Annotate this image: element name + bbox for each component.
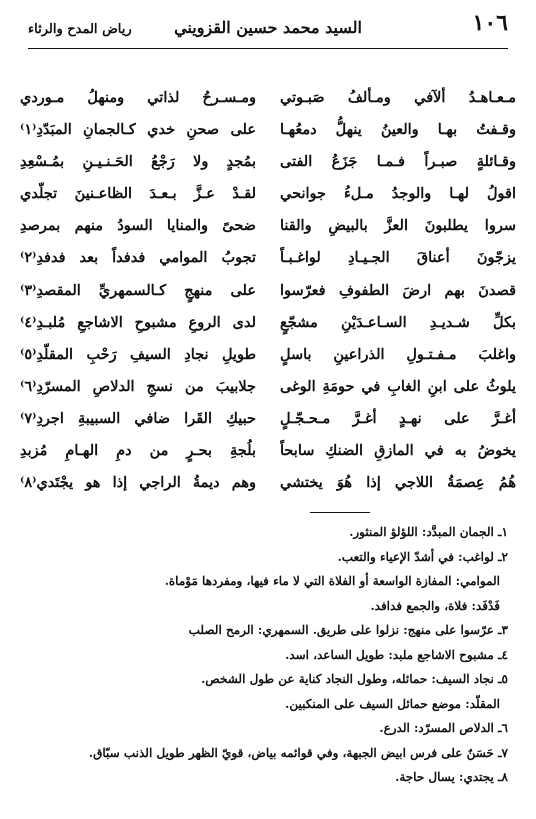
- verse: [20, 210, 516, 242]
- second-hemistich: ضحىً والمنايا السودُ منهم بمرصدِ: [20, 217, 256, 235]
- second-hemistich: لقـدْ عـزَّ بـعـدَ الظاعـنينَ تجلّدي: [20, 185, 256, 203]
- second-hemistich: تجوبُ الموامي فدفداً بعد فدفدِ⁽٢⁾: [20, 249, 256, 267]
- first-hemistich: يزجّونَ أعناقَ الجـيـادِ لواغـبـاً: [280, 249, 516, 267]
- verse: [20, 82, 516, 114]
- second-hemistich: طويلِ نجادِ السيفِ رَحْبِ المقلّدِ⁽٥⁾: [20, 345, 256, 363]
- footnote: ٥ـ نجاد السيف: حمائله، وطول النجاد كناية عن طول الشخص.: [201, 672, 508, 686]
- verse: [20, 146, 516, 178]
- page-header: [28, 12, 508, 49]
- verse: [20, 403, 516, 435]
- first-hemistich: أغـرَّ على نهـدٍ أغـرَّ مـحـجّـلٍ: [280, 409, 516, 427]
- author-name: السيد محمد حسين القزويني: [174, 18, 362, 37]
- verse: [20, 307, 516, 339]
- verse: [20, 371, 516, 403]
- first-hemistich: اقولُ لهـا والوجدُ مـلءُ جوانحي: [280, 185, 516, 203]
- footnote: ٣ـ عرّسوا على منهج: نزلوا على طريق. السمهري: الرمح الصلب: [188, 623, 508, 637]
- second-hemistich: بلُجةِ بحـرٍ من دمِ الهـامِ مُزبدِ: [20, 442, 256, 460]
- first-hemistich: وقـائلةٍ صبـراً فـمـا جَزَعُ الفتى: [280, 153, 516, 171]
- second-hemistich: بمُجدٍ ولا رَجْعُ الحَـنـيـنِ بمُـسْعِدِ: [20, 153, 256, 171]
- second-hemistich: ومـسـرحُ لذاتي ومنهلُ مـوردي: [20, 89, 256, 106]
- second-hemistich: على منهجٍ كـالسمهريِّ المقصدِ⁽٣⁾: [20, 281, 256, 299]
- footnote: الموامي: المفازة الواسعة أو الفلاة التي لا ماء فيها، ومفردها مَوْماة.: [164, 574, 500, 588]
- first-hemistich: يخوضُ به في المازقِ الضنكِ سابحاً: [280, 442, 516, 460]
- footnote: ٦ـ الدلاص المسرّد: الدرع.: [379, 721, 508, 735]
- first-hemistich: هُمُ عِصمَةُ اللاجي إذا هُوَ يختشي: [280, 474, 516, 492]
- second-hemistich: لدى الروعِ مشبوحِ الاشاجعِ مُلبـدِ⁽٤⁾: [20, 313, 256, 331]
- first-hemistich: سروا يطلبونَ العزَّ بالبيضِ والقنا: [280, 217, 516, 235]
- first-hemistich: يلوثُ على ابنِ الغابِ في حومَةِ الوغى: [280, 377, 516, 395]
- first-hemistich: واغلبَ مـفـتـولِ الذراعينِ باسلٍ: [280, 345, 516, 363]
- verse: [20, 242, 516, 274]
- footnotes: [28, 520, 508, 810]
- second-hemistich: حبيكِ القَرا ضافي السبيبةِ اجردِ⁽٧⁾: [20, 409, 256, 427]
- footnote-separator: [310, 512, 370, 513]
- footnote: ٤ـ مشبوح الاشاجع ملبد: طويل الساعد، اسد.: [285, 647, 508, 662]
- footnote: ٢ـ لواغب: في أشدّ الإعياء والتعب.: [337, 549, 508, 564]
- footnote: فَدْفَد: فلاة، والجمع فدافد.: [370, 598, 500, 613]
- first-hemistich: وقـفتُ بهـا والعينُ ينهلُّ دمعُهـا: [280, 121, 516, 139]
- footnote: المقلّد: موضع حمائل السيف على المنكبين.: [285, 696, 500, 711]
- poem: [20, 82, 516, 502]
- first-hemistich: مـعـاهـدُ ألآفي ومـألفُ صَبـوتي: [280, 89, 516, 106]
- footnote: ٧ـ حَسَنٌ على فرس ابيض الجبهة، وفي قوائمه بياض، قويّ الظهر طويل الذنب سبّاق.: [88, 745, 508, 760]
- first-hemistich: بكلِّ شـديـدِ السـاعـدَيْنِ مشجّعٍ: [280, 313, 516, 331]
- page-number: ١٠٦: [472, 10, 508, 36]
- footnote: ٨ـ يجتدي: يسال حاجة.: [395, 770, 508, 784]
- verse: [20, 178, 516, 210]
- footnote: ١ـ الجمان المبدَّد: اللؤلؤ المنثور.: [349, 525, 508, 539]
- verse: [20, 339, 516, 371]
- verse: [20, 114, 516, 146]
- verse: [20, 275, 516, 307]
- verse: [20, 467, 516, 499]
- book-title: رياض المدح والرثاء: [28, 22, 132, 37]
- first-hemistich: قصدنَ بهم ارضَ الطفوفِ فعرّسوا: [280, 281, 516, 299]
- verse: [20, 435, 516, 467]
- second-hemistich: على صحنِ خدي كـالجمانِ المبَدّدِ⁽١⁾: [20, 121, 256, 139]
- second-hemistich: جلابيبَ من نسجِ الدلاصِ المسرّدِ⁽٦⁾: [20, 377, 256, 395]
- second-hemistich: وهم ديمةُ الراجي إذا هو يجْتَدي⁽٨⁾: [20, 474, 256, 492]
